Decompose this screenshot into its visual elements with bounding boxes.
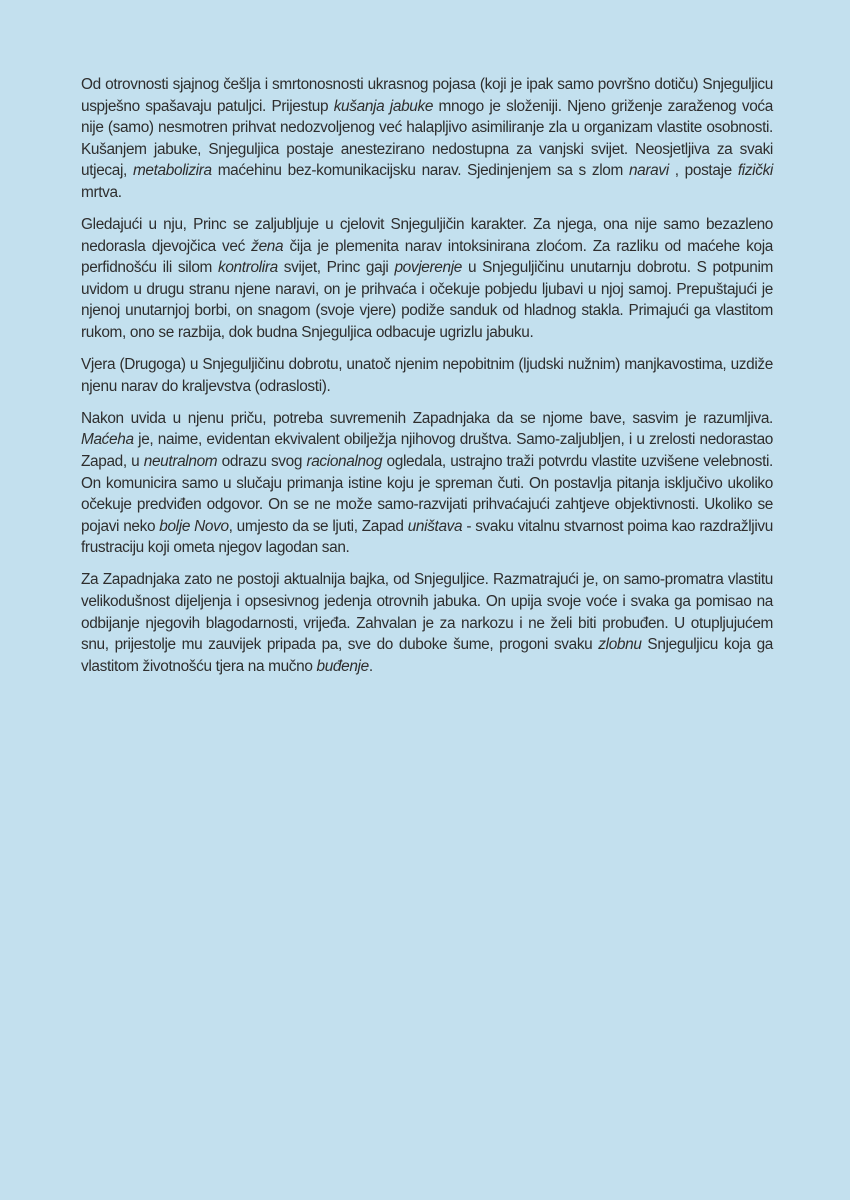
text-run: mrtva.	[81, 183, 122, 201]
text-run: Od otrovnosti sjajnog češlja i smrtonosnosti ukrasnog pojasa (koji je ipak samo površno dotiču) Snjeguljicu uspješno spašavaju patuljci. Prijestup	[81, 76, 773, 115]
text-run: ogledala, ustrajno traži potvrdu vlastite uzvišene velebnosti. On komunicira samo u slučaju primanja istine koju je spreman čuti. On postavlja pitanja isključivo ukoliko očekuje predviđen odgovor. On se ne može samo-razvijati prihvaćajući zahtjeve objektivnosti. Ukoliko se pojavi neko	[81, 453, 773, 535]
text-run: - svaku vitalnu stvarnost poima kao razdražljivu frustraciju koji ometa njegov lagodan san.	[81, 517, 773, 557]
text-run: Vjera (Drugoga) u Snjeguljičinu dobrotu, unatoč njenim nepobitnim (ljudski nužnim) manjkavostima, uzdiže njenu narav do kraljevstva (odraslosti).	[81, 356, 773, 395]
text-run: je, naime, evidentan ekvivalent obilježja njihovog društva. Samo-zaljubljen, i u zrelosti nedorastao Zapad, u	[81, 431, 773, 470]
emphasized-text: racionalnog	[306, 453, 383, 470]
paragraph	[81, 408, 773, 559]
text-run: mnogo je složeniji. Njeno griženje zaraženog voća nije (samo) nesmotren prihvat nedozvoljenog već halapljivo asimiliranje zla u organizam vlastite osobnosti. Kušanjem jabuke, Snjeguljica postaje anestezirano nedostupna za vanjski svijet. Neosjetljiva za svaki utjecaj,	[81, 97, 773, 180]
text-run: u Snjeguljičinu unutarnju dobrotu. S potpunim uvidom u drugu stranu njene naravi, on je prihvaća i očekuje pobjedu ljubavi u njoj samoj. Prepuštajući je njenoj unutarnjoj borbi, on snagom (svoje vjere) podiže sanduk od hladnog stakla. Primajući ga vlastitom rukom, ono se razbija, dok budna Snjeguljica odbacuje ugrizlu jabuku.	[81, 259, 773, 342]
text-run: Nakon uvida u njenu priču, potreba suvremenih Zapadnjaka da se njome bave, sasvim je razumljiva.	[81, 409, 773, 427]
text-run: svijet, Princ gaji	[277, 259, 395, 277]
emphasized-text: zlobnu	[598, 636, 642, 654]
emphasized-text: neutralnom	[143, 453, 218, 470]
emphasized-text: fizički	[737, 162, 773, 180]
emphasized-text: bolje Novo	[159, 517, 229, 535]
text-run: Snjeguljicu koja ga vlastitom životnošću tjera na mučno	[81, 636, 774, 675]
text-run: .	[368, 657, 373, 675]
text-run: Za Zapadnjaka zato ne postoji aktualnija bajka, od Snjeguljice. Razmatrajući je, on samo-promatra vlastitu velikodušnost dijeljenja i opsesivnog jedenja otrovnih jabuka. On upija svoje voće i svaka ga pomisao na odbijanje njegovih blagodarnosti, vrijeđa. Zahvalan je za narkozu i ne želi biti probuđen. U otupljujućem snu, prijestolje mu zauvijek pripada pa, sve do duboke šume, progoni svaku	[81, 571, 773, 654]
emphasized-text: kušanja jabuke	[333, 97, 434, 115]
paragraph	[81, 74, 773, 204]
text-run: odrazu svog	[217, 453, 307, 470]
document-body	[81, 74, 773, 677]
paragraph	[81, 354, 773, 397]
emphasized-text: kontrolira	[218, 259, 278, 277]
emphasized-text: žena	[251, 237, 284, 255]
emphasized-text: naravi	[628, 162, 669, 180]
text-run: čija je plemenita narav intoksinirana zloćom. Za razliku od maćehe koja perfidnošću ili silom	[81, 237, 773, 277]
text-run: Gledajući u nju, Princ se zaljubljuje u cjelovit Snjeguljičin karakter. Za njega, ona nije samo bezazleno nedorasla djevojčica već	[81, 216, 773, 255]
emphasized-text: buđenje	[316, 657, 369, 675]
text-run: , umjesto da se ljuti, Zapad	[228, 517, 408, 535]
emphasized-text: metabolizira	[132, 162, 212, 180]
text-run: , postaje	[668, 162, 738, 180]
paragraph	[81, 214, 773, 344]
emphasized-text: povjerenje	[394, 259, 462, 277]
emphasized-text: uništava	[407, 517, 463, 535]
text-run: maćehinu bez-komunikacijsku narav. Sjedinjenjem sa s zlom	[211, 162, 629, 180]
paragraph	[81, 569, 773, 677]
emphasized-text: Maćeha	[81, 431, 134, 449]
